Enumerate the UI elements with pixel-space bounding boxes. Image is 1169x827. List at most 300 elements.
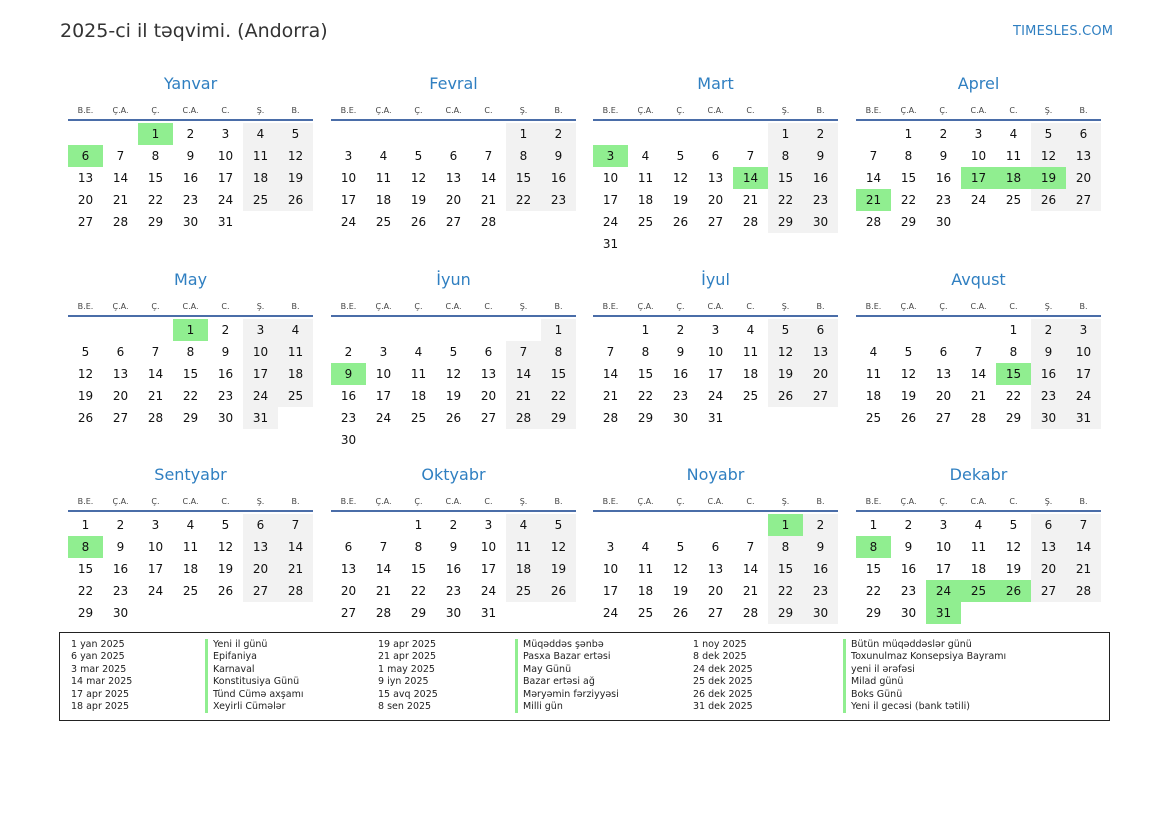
day-cell: 12: [278, 145, 313, 167]
holiday-date: 31 dek 2025: [693, 701, 753, 712]
day-cell: 14: [480, 171, 497, 185]
day-cell: 12: [541, 536, 576, 558]
day-cell: 18: [278, 363, 313, 385]
holiday-name: Milad günü: [843, 676, 903, 688]
day-cell: 9: [1031, 341, 1066, 363]
day-cell: 21: [742, 193, 759, 207]
empty-cell: [436, 319, 471, 341]
weekday-header: [331, 299, 576, 317]
weekday-label: Ç.A.: [637, 106, 654, 115]
day-cell: 12: [900, 367, 917, 381]
day-cell: 7: [746, 540, 755, 554]
day-cell: 26: [77, 411, 94, 425]
day-cell: 23: [541, 189, 576, 211]
day-cell: 14: [147, 367, 164, 381]
month-block: [331, 269, 576, 451]
day-cell: 3: [1066, 319, 1101, 341]
holiday-name: Tünd Cümə axşamı: [205, 689, 303, 701]
day-cell: 11: [970, 540, 987, 554]
day-cell: 3: [939, 518, 948, 532]
day-cell: 29: [768, 211, 803, 233]
weekday-label: B.: [1079, 302, 1088, 311]
day-cell: 12: [768, 341, 803, 363]
day-grid: [856, 123, 1101, 233]
day-cell: 8: [641, 345, 650, 359]
weekday-label: B.E.: [602, 497, 619, 506]
month-name: İyul: [701, 270, 730, 289]
day-cell: 2: [116, 518, 125, 532]
day-cell: 8: [186, 345, 195, 359]
weekday-label: Ç.A.: [637, 497, 654, 506]
weekday-label: C.: [221, 302, 230, 311]
day-cell: 18: [410, 389, 427, 403]
day-cell: 7: [506, 341, 541, 363]
day-cell: 20: [77, 193, 94, 207]
day-cell: 27: [112, 411, 129, 425]
holiday-name: Müqəddəs şənbə: [515, 639, 604, 651]
weekday-label: Ç.: [676, 302, 685, 311]
day-cell: 30: [1031, 407, 1066, 429]
day-cell: 14: [1066, 536, 1101, 558]
day-cell: 26: [996, 580, 1031, 602]
empty-cell: [68, 319, 103, 341]
day-cell: 15: [865, 562, 882, 576]
day-grid: [331, 514, 576, 624]
weekday-header: [331, 494, 576, 512]
weekday-label: B.: [816, 106, 825, 115]
day-cell: 16: [217, 367, 234, 381]
holiday-name: Xeyirli Cümələr: [205, 701, 286, 713]
empty-cell: [471, 319, 506, 341]
day-cell: 2: [803, 123, 838, 145]
holiday-date: 21 apr 2025: [378, 651, 437, 663]
day-cell: 10: [1066, 341, 1101, 363]
day-cell: 1: [541, 319, 576, 341]
day-cell: 25: [410, 411, 427, 425]
day-cell: 10: [243, 341, 278, 363]
day-cell: 23: [340, 411, 357, 425]
day-cell: 26: [445, 411, 462, 425]
day-cell: 1: [904, 127, 913, 141]
day-cell: 19: [541, 558, 576, 580]
holiday-name: Karnaval: [205, 664, 255, 676]
empty-cell: [926, 319, 961, 341]
day-cell: 7: [1066, 514, 1101, 536]
day-cell: 29: [637, 411, 654, 425]
day-cell: 7: [278, 514, 313, 536]
weekday-label: Ç.: [939, 302, 948, 311]
weekday-label: C.: [746, 302, 755, 311]
holiday-date: 18 apr 2025: [71, 701, 130, 712]
day-cell: 9: [331, 363, 366, 385]
weekday-label: C.A.: [707, 106, 724, 115]
day-cell: 16: [541, 167, 576, 189]
day-cell: 24: [602, 606, 619, 620]
month-block: [593, 269, 838, 429]
day-cell: 1: [768, 123, 803, 145]
weekday-label: B.E.: [340, 302, 357, 311]
day-cell: 8: [541, 341, 576, 363]
day-cell: 4: [869, 345, 878, 359]
day-cell: 8: [151, 149, 160, 163]
day-cell: 15: [900, 171, 917, 185]
day-cell: 2: [676, 323, 685, 337]
day-cell: 20: [707, 193, 724, 207]
day-cell: 21: [742, 584, 759, 598]
day-cell: 1: [81, 518, 90, 532]
day-cell: 30: [803, 211, 838, 233]
weekday-label: Ş.: [1044, 106, 1053, 115]
day-cell: 2: [221, 323, 230, 337]
holiday-date: 1 noy 2025: [693, 639, 747, 650]
day-cell: 25: [865, 411, 882, 425]
day-cell: 23: [112, 584, 129, 598]
day-cell: 21: [375, 584, 392, 598]
day-cell: 6: [243, 514, 278, 536]
holiday-date: 17 apr 2025: [71, 688, 130, 700]
day-cell: 13: [935, 367, 952, 381]
weekday-header: [68, 299, 313, 317]
day-cell: 19: [672, 584, 689, 598]
day-cell: 2: [186, 127, 195, 141]
empty-cell: [891, 319, 926, 341]
day-grid: [593, 319, 838, 429]
weekday-label: C.A.: [445, 302, 462, 311]
weekday-label: B.E.: [340, 106, 357, 115]
day-cell: 6: [1066, 123, 1101, 145]
day-cell: 11: [742, 345, 759, 359]
day-cell: 27: [707, 606, 724, 620]
weekday-label: Ç.: [151, 497, 160, 506]
day-cell: 7: [151, 345, 160, 359]
day-grid: [68, 319, 313, 429]
day-cell: 6: [711, 540, 720, 554]
month-block: [68, 73, 313, 233]
day-cell: 15: [506, 167, 541, 189]
month-block: [331, 464, 576, 624]
day-cell: 20: [340, 584, 357, 598]
day-cell: 16: [672, 367, 689, 381]
day-cell: 15: [637, 367, 654, 381]
empty-cell: [401, 123, 436, 145]
day-cell: 4: [974, 518, 983, 532]
day-cell: 4: [243, 123, 278, 145]
day-cell: 31: [707, 411, 724, 425]
empty-cell: [663, 123, 698, 145]
day-cell: 2: [1031, 319, 1066, 341]
weekday-label: C.A.: [182, 106, 199, 115]
day-cell: 20: [480, 389, 497, 403]
site-brand-link[interactable]: TIMESLES.COM: [1013, 24, 1114, 39]
day-cell: 8: [506, 145, 541, 167]
empty-cell: [506, 319, 541, 341]
day-cell: 26: [217, 584, 234, 598]
day-cell: 21: [278, 558, 313, 580]
day-cell: 22: [182, 389, 199, 403]
day-cell: 28: [278, 580, 313, 602]
holiday-name: Bazar ertəsi ağ: [515, 676, 595, 688]
day-cell: 12: [1031, 145, 1066, 167]
day-cell: 14: [970, 367, 987, 381]
weekday-label: C.A.: [707, 302, 724, 311]
day-cell: 21: [970, 389, 987, 403]
day-cell: 1: [173, 319, 208, 341]
weekday-label: Ş.: [1044, 497, 1053, 506]
day-cell: 7: [484, 149, 493, 163]
day-grid: [593, 123, 838, 255]
weekday-label: C.: [484, 497, 493, 506]
day-cell: 24: [480, 584, 497, 598]
day-cell: 10: [970, 149, 987, 163]
day-cell: 22: [1005, 389, 1022, 403]
weekday-label: B.: [291, 106, 300, 115]
weekday-label: Ç.A.: [375, 302, 392, 311]
weekday-label: B.E.: [602, 302, 619, 311]
day-cell: 9: [803, 145, 838, 167]
day-cell: 28: [480, 215, 497, 229]
month-name: İyun: [436, 270, 471, 289]
day-cell: 21: [506, 385, 541, 407]
day-cell: 20: [112, 389, 129, 403]
day-cell: 5: [278, 123, 313, 145]
weekday-label: Ç.: [939, 106, 948, 115]
month-block: [856, 269, 1101, 429]
empty-cell: [436, 123, 471, 145]
day-cell: 16: [803, 558, 838, 580]
month-name: Noyabr: [686, 465, 745, 484]
weekday-label: C.: [1009, 497, 1018, 506]
page-title: 2025-ci il təqvimi. (Andorra): [60, 20, 328, 42]
weekday-label: C.A.: [970, 497, 987, 506]
weekday-label: B.: [1079, 497, 1088, 506]
day-cell: 17: [961, 167, 996, 189]
weekday-label: C.: [746, 497, 755, 506]
day-cell: 28: [375, 606, 392, 620]
day-cell: 18: [243, 167, 278, 189]
day-cell: 13: [707, 171, 724, 185]
day-cell: 8: [414, 540, 423, 554]
day-cell: 6: [803, 319, 838, 341]
month-name: Aprel: [957, 74, 1000, 93]
day-cell: 14: [865, 171, 882, 185]
empty-cell: [733, 123, 768, 145]
day-cell: 25: [637, 606, 654, 620]
day-cell: 13: [243, 536, 278, 558]
holiday-date: 26 dek 2025: [693, 688, 753, 700]
day-cell: 27: [803, 385, 838, 407]
day-cell: 2: [939, 127, 948, 141]
day-cell: 30: [445, 606, 462, 620]
weekday-label: Ç.A.: [900, 497, 917, 506]
day-cell: 16: [182, 171, 199, 185]
day-cell: 19: [445, 389, 462, 403]
day-cell: 3: [606, 540, 615, 554]
month-name: Oktyabr: [421, 465, 486, 484]
weekday-label: C.: [484, 302, 493, 311]
empty-cell: [103, 123, 138, 145]
day-cell: 6: [484, 345, 493, 359]
day-cell: 22: [147, 193, 164, 207]
empty-cell: [593, 123, 628, 145]
day-cell: 16: [112, 562, 129, 576]
day-cell: 1: [1009, 323, 1018, 337]
day-cell: 19: [672, 193, 689, 207]
day-cell: 10: [340, 171, 357, 185]
day-cell: 25: [182, 584, 199, 598]
day-cell: 11: [182, 540, 199, 554]
day-cell: 29: [1005, 411, 1022, 425]
day-cell: 25: [742, 389, 759, 403]
holiday-name: Epifaniya: [205, 651, 257, 663]
weekday-label: B.E.: [340, 497, 357, 506]
day-cell: 19: [1031, 167, 1066, 189]
day-cell: 5: [1009, 518, 1018, 532]
day-cell: 21: [1066, 558, 1101, 580]
day-cell: 9: [116, 540, 125, 554]
day-cell: 5: [81, 345, 90, 359]
day-cell: 19: [77, 389, 94, 403]
day-cell: 10: [375, 367, 392, 381]
weekday-label: Ş.: [256, 497, 265, 506]
day-cell: 15: [182, 367, 199, 381]
day-cell: 31: [243, 407, 278, 429]
day-cell: 29: [768, 602, 803, 624]
day-grid: [331, 123, 576, 233]
day-cell: 28: [742, 215, 759, 229]
weekday-label: B.: [554, 302, 563, 311]
day-cell: 12: [672, 171, 689, 185]
day-cell: 19: [768, 363, 803, 385]
day-cell: 26: [768, 385, 803, 407]
holiday-name: Boks Günü: [843, 689, 902, 701]
day-cell: 13: [1031, 536, 1066, 558]
day-cell: 23: [803, 580, 838, 602]
day-cell: 30: [935, 215, 952, 229]
day-cell: 4: [641, 149, 650, 163]
day-cell: 17: [243, 363, 278, 385]
day-cell: 28: [865, 215, 882, 229]
day-cell: 29: [900, 215, 917, 229]
day-cell: 8: [768, 145, 803, 167]
empty-cell: [733, 514, 768, 536]
day-cell: 28: [1066, 580, 1101, 602]
empty-cell: [331, 514, 366, 536]
weekday-label: C.A.: [970, 302, 987, 311]
day-cell: 2: [541, 123, 576, 145]
day-cell: 23: [935, 193, 952, 207]
day-cell: 24: [1066, 385, 1101, 407]
day-cell: 27: [1066, 189, 1101, 211]
day-cell: 13: [112, 367, 129, 381]
day-cell: 1: [869, 518, 878, 532]
day-cell: 16: [803, 167, 838, 189]
weekday-label: Ç.: [151, 106, 160, 115]
day-cell: 25: [506, 580, 541, 602]
weekday-label: Ş.: [519, 302, 528, 311]
weekday-label: Ş.: [781, 106, 790, 115]
day-cell: 5: [414, 149, 423, 163]
day-cell: 17: [340, 193, 357, 207]
day-cell: 24: [375, 411, 392, 425]
weekday-label: B.E.: [865, 497, 882, 506]
day-cell: 5: [676, 149, 685, 163]
day-grid: [856, 319, 1101, 429]
weekday-label: B.: [816, 302, 825, 311]
day-cell: 3: [974, 127, 983, 141]
day-cell: 19: [278, 167, 313, 189]
day-cell: 17: [375, 389, 392, 403]
day-cell: 18: [996, 167, 1031, 189]
empty-cell: [401, 319, 436, 341]
day-cell: 4: [278, 319, 313, 341]
day-cell: 31: [926, 602, 961, 624]
day-cell: 10: [147, 540, 164, 554]
day-cell: 14: [742, 562, 759, 576]
day-cell: 11: [410, 367, 427, 381]
day-cell: 29: [77, 606, 94, 620]
day-cell: 10: [480, 540, 497, 554]
day-cell: 18: [637, 193, 654, 207]
day-cell: 18: [970, 562, 987, 576]
day-cell: 12: [1005, 540, 1022, 554]
weekday-header: [593, 299, 838, 317]
weekday-header: [856, 103, 1101, 121]
empty-cell: [593, 514, 628, 536]
holiday-name: Bütün müqəddəslər günü: [843, 639, 972, 651]
day-cell: 25: [961, 580, 996, 602]
day-cell: 5: [1031, 123, 1066, 145]
day-cell: 26: [278, 189, 313, 211]
holiday-date: 14 mar 2025: [71, 676, 133, 688]
empty-cell: [68, 123, 103, 145]
day-cell: 25: [243, 189, 278, 211]
day-cell: 22: [637, 389, 654, 403]
day-cell: 7: [869, 149, 878, 163]
day-cell: 4: [1009, 127, 1018, 141]
day-cell: 11: [243, 145, 278, 167]
day-grid: [593, 514, 838, 624]
day-cell: 22: [77, 584, 94, 598]
weekday-label: B.: [291, 302, 300, 311]
day-cell: 9: [676, 345, 685, 359]
weekday-label: Ş.: [256, 302, 265, 311]
day-cell: 24: [970, 193, 987, 207]
month-block: [593, 73, 838, 255]
day-cell: 16: [340, 389, 357, 403]
day-grid: [331, 319, 576, 451]
weekday-label: Ş.: [256, 106, 265, 115]
day-cell: 9: [904, 540, 913, 554]
day-cell: 3: [243, 319, 278, 341]
day-cell: 24: [147, 584, 164, 598]
day-cell: 24: [707, 389, 724, 403]
weekday-header: [856, 494, 1101, 512]
weekday-header: [68, 494, 313, 512]
day-cell: 9: [186, 149, 195, 163]
day-cell: 10: [217, 149, 234, 163]
day-cell: 1: [414, 518, 423, 532]
weekday-label: B.E.: [602, 106, 619, 115]
holiday-date: 8 sen 2025: [378, 701, 432, 712]
empty-cell: [471, 123, 506, 145]
weekday-label: C.A.: [182, 497, 199, 506]
day-cell: 30: [182, 215, 199, 229]
day-cell: 16: [935, 171, 952, 185]
holiday-name: Yeni il gecəsi (bank tətili): [843, 701, 970, 713]
weekday-label: B.: [554, 106, 563, 115]
day-cell: 3: [711, 323, 720, 337]
day-cell: 18: [375, 193, 392, 207]
